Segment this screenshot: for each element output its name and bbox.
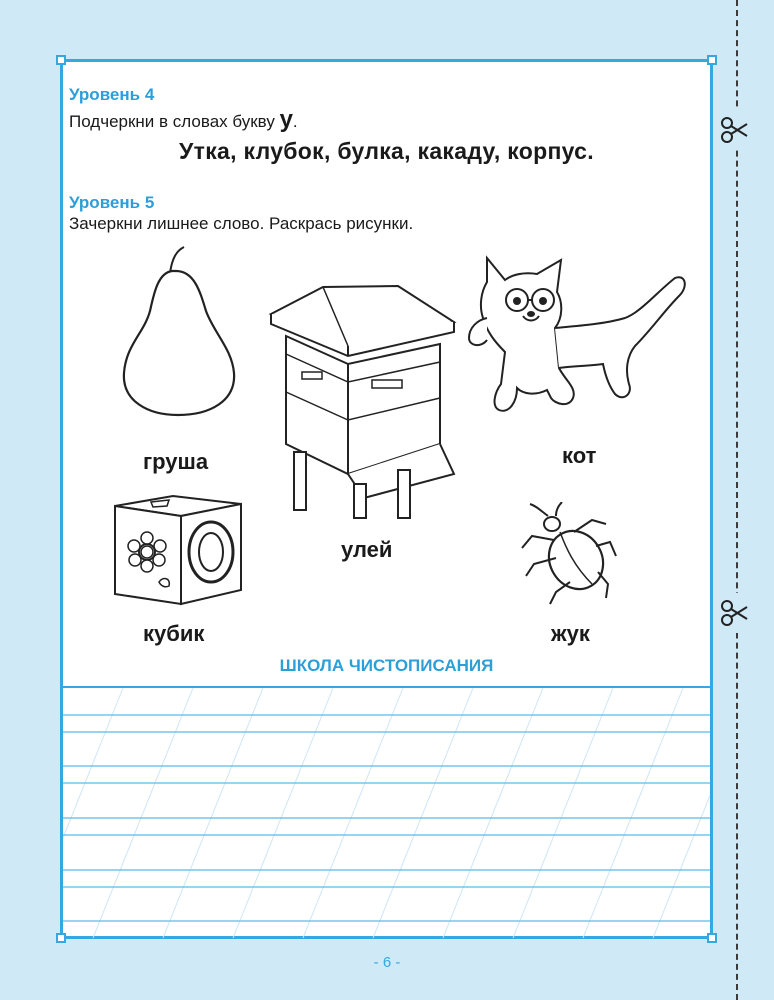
beetle-icon bbox=[518, 502, 618, 612]
cat-icon bbox=[465, 248, 690, 431]
caption-cube: кубик bbox=[143, 621, 205, 646]
worksheet-frame bbox=[60, 59, 713, 939]
handwriting-lines bbox=[63, 688, 710, 938]
level5-instruction: Зачеркни лишнее слово. Раскрась рисунки. bbox=[69, 214, 414, 233]
scissors-icon bbox=[714, 110, 754, 150]
handwriting-practice-area bbox=[63, 686, 710, 938]
caption-pear: груша bbox=[143, 449, 209, 474]
scissors-icon bbox=[714, 593, 754, 633]
level4-instruction: Подчеркни в словах букву у. bbox=[69, 106, 298, 133]
level4-title: Уровень 4 bbox=[69, 85, 155, 104]
caption-beetle: жук bbox=[551, 621, 590, 646]
level5-title: Уровень 5 bbox=[69, 193, 155, 212]
pear-icon bbox=[118, 245, 243, 422]
frame-corner-handle bbox=[707, 55, 717, 65]
beehive-icon bbox=[268, 284, 458, 527]
page-number: - 6 - bbox=[373, 954, 401, 971]
caption-beehive: улей bbox=[341, 537, 393, 562]
level4-letter: у bbox=[279, 106, 293, 133]
level4-instruction-text: Подчеркни в словах букву bbox=[69, 112, 275, 131]
cube-icon bbox=[109, 494, 247, 611]
frame-corner-handle bbox=[56, 55, 66, 65]
cut-line bbox=[736, 0, 738, 1000]
calligraphy-title: ШКОЛА ЧИСТОПИСАНИЯ bbox=[279, 656, 494, 675]
level4-words: Утка, клубок, булка, какаду, корпус. bbox=[179, 138, 594, 164]
caption-cat: кот bbox=[562, 443, 597, 468]
